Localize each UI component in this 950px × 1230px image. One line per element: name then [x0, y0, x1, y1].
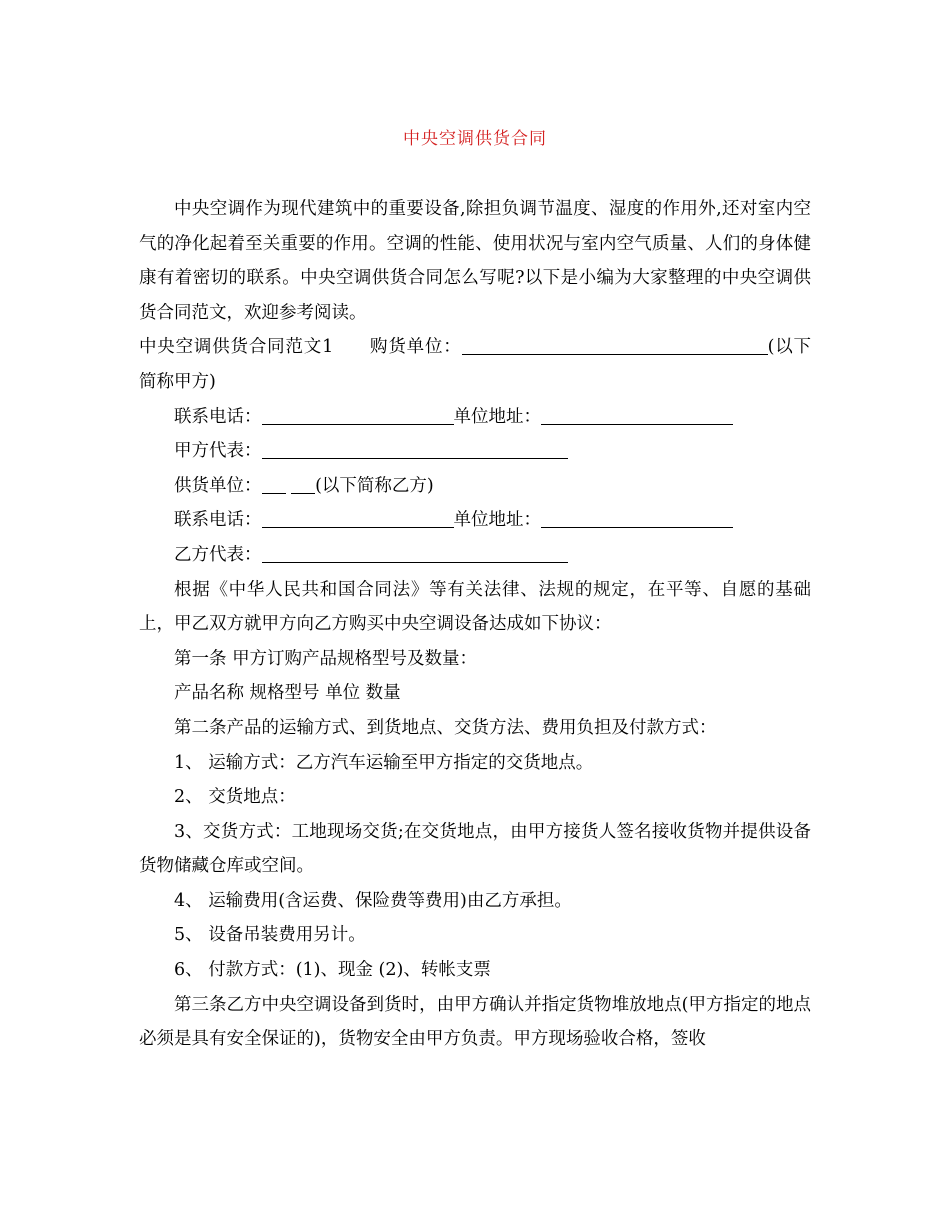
- supplier-line: [139, 469, 811, 504]
- party-a-contact-line: [139, 400, 811, 435]
- party-a-rep-line: [139, 434, 811, 469]
- item-5: 5、 设备吊装费用另计。: [174, 925, 366, 946]
- supplier-blank-1: [262, 475, 286, 494]
- party-a-rep-blank: [262, 441, 568, 460]
- product-table-header: 产品名称 规格型号 单位 数量: [174, 683, 401, 704]
- supplier-blank-2: [291, 475, 315, 494]
- buyer-line: [139, 330, 811, 399]
- article-2: 第二条产品的运输方式、到货地点、交货方法、费用负担及付款方式：: [174, 717, 717, 738]
- phone-label-b: 联系电话：: [174, 510, 262, 531]
- item-2: 2、 交货地点：: [174, 787, 296, 808]
- party-b-contact-line: [139, 503, 811, 538]
- item-1: 1、 运输方式：乙方汽车运输至甲方指定的交货地点。: [174, 752, 594, 773]
- article-1: 第一条 甲方订购产品规格型号及数量：: [174, 648, 478, 669]
- address-blank-a: [541, 406, 733, 425]
- party-b-rep-label: 乙方代表：: [174, 544, 262, 565]
- party-a-rep-label: 甲方代表：: [174, 441, 262, 462]
- phone-blank-b: [262, 510, 454, 529]
- buyer-blank: [462, 337, 768, 356]
- intro-paragraph: 中央空调作为现代建筑中的重要设备,除担负调节温度、湿度的作用外,还对室内空气的净化起着至关重要的作用。空调的性能、使用状况与室内空气质量、人们的身体健康有着密切的联系。中央空调供货合同怎么写呢?以下是小编为大家整理的中央空调供货合同范文，欢迎参考阅读。: [139, 199, 811, 323]
- address-label-b: 单位地址：: [453, 510, 541, 531]
- item-3: 3、交货方式：工地现场交货;在交货地点，由甲方接货人签名接收货物并提供设备货物储藏仓库或空间。: [139, 821, 811, 877]
- party-b-rep-blank: [262, 544, 568, 563]
- article-3: 第三条乙方中央空调设备到货时，由甲方确认并指定货物堆放地点(甲方指定的地点必须是具有安全保证的)，货物安全由甲方负责。甲方现场验收合格，签收: [139, 994, 811, 1050]
- document-body: [139, 192, 811, 1057]
- sample-heading: 中央空调供货合同范文1: [139, 337, 334, 358]
- buyer-label: 购货单位：: [369, 337, 462, 358]
- supplier-suffix: (以下简称乙方): [315, 475, 434, 496]
- item-4: 4、 运输费用(含运费、保险费等费用)由乙方承担。: [174, 890, 572, 911]
- document-title: 中央空调供货合同: [403, 129, 547, 149]
- party-b-rep-line: [139, 538, 811, 573]
- address-blank-b: [541, 510, 733, 529]
- supplier-label: 供货单位：: [174, 475, 262, 496]
- basis-paragraph: 根据《中华人民共和国合同法》等有关法律、法规的规定，在平等、自愿的基础上，甲乙双方就甲方向乙方购买中央空调设备达成如下协议：: [139, 579, 811, 635]
- phone-label-a: 联系电话：: [174, 406, 262, 427]
- address-label-a: 单位地址：: [453, 406, 541, 427]
- item-6: 6、 付款方式：(1)、现金 (2)、转帐支票: [174, 960, 491, 981]
- buyer-suffix: (以下简称甲方): [139, 337, 812, 392]
- phone-blank-a: [262, 406, 454, 425]
